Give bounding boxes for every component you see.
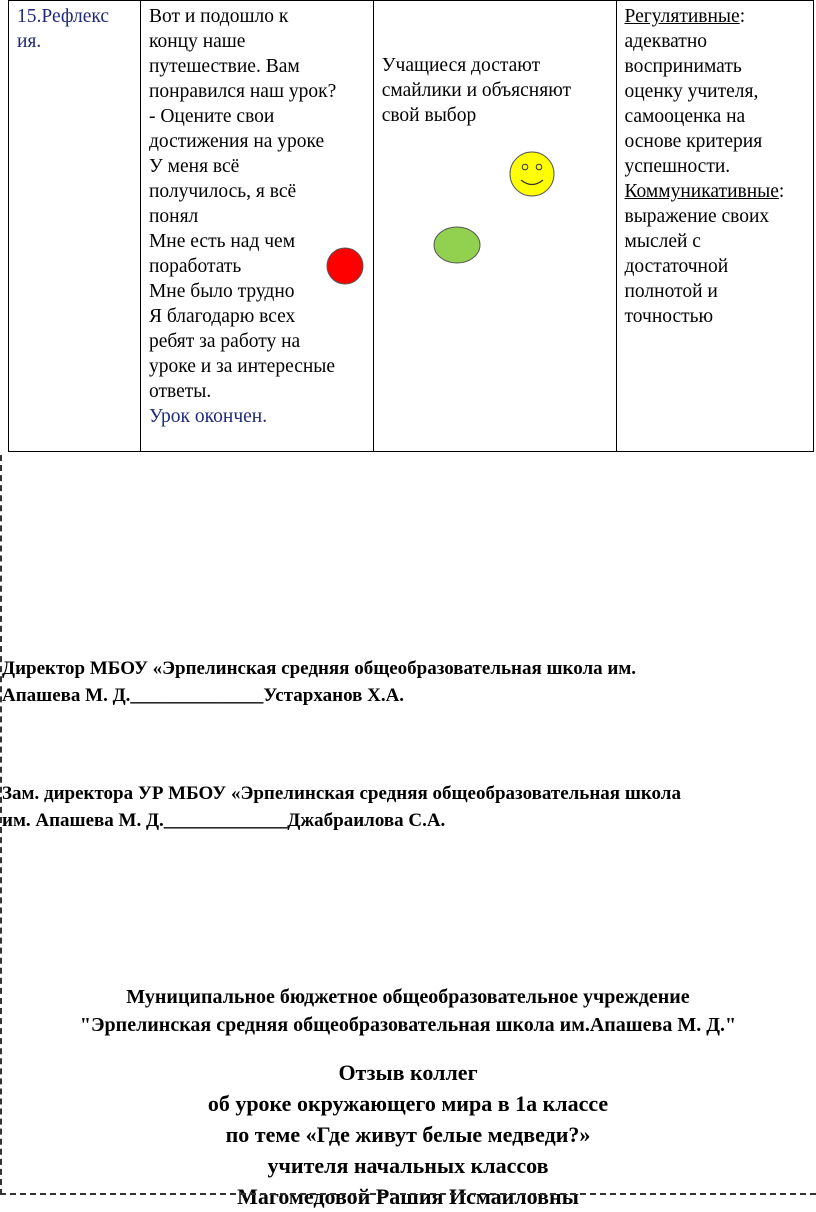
green-circle-icon <box>433 226 481 264</box>
teacher-line: - Оцените свои <box>148 106 275 127</box>
institution-name <box>0 983 816 1039</box>
review-line: учителя начальных классов <box>267 1153 549 1178</box>
lesson-end-text: Урок окончен. <box>148 406 268 427</box>
teacher-line: Мне есть над чем <box>148 231 296 252</box>
uud-line: достаточной <box>624 256 729 277</box>
page-break-bottom-border <box>0 1193 816 1195</box>
director-line: Директор МБОУ «Эрпелинская средняя общеобразовательная школа им. <box>2 658 637 679</box>
teacher-line: Вот и подошло к <box>148 6 289 27</box>
teacher-line: ответы. <box>148 381 212 402</box>
uud-line: точностью <box>624 306 714 327</box>
uud-line: выражение своих <box>624 206 770 227</box>
communicative-label: Коммуникативные <box>624 181 779 202</box>
review-title <box>0 1057 816 1212</box>
uud-line: воспринимать <box>624 56 742 77</box>
teacher-line: путешествие. Вам <box>148 56 300 77</box>
review-line: Магомедовой Рашия Исмаиловны <box>237 1184 579 1209</box>
director-signature <box>2 655 812 709</box>
deputy-signature <box>2 780 812 834</box>
review-line: об уроке окружающего мира в 1а классе <box>207 1091 609 1116</box>
teacher-line: получилось, я всё <box>148 181 297 202</box>
uud-line: оценку учителя, <box>624 81 759 102</box>
red-circle-icon <box>326 247 364 285</box>
teacher-line: концу наше <box>148 31 246 52</box>
institution-line: Муниципальное бюджетное общеобразовательное учреждение <box>126 986 690 1008</box>
teacher-line: понял <box>148 206 199 227</box>
lesson-stage-table <box>8 0 814 452</box>
uud-line: адекватно <box>624 31 708 52</box>
review-line: Отзыв коллег <box>338 1060 478 1085</box>
students-line: смайлики и объясняют <box>381 80 572 101</box>
regulatory-label: Регулятивные <box>624 6 740 27</box>
students-line: Учащиеся достают <box>381 55 541 76</box>
yellow-smiley-icon <box>509 151 555 197</box>
teacher-line: ребят за работу на <box>148 331 301 352</box>
teacher-line: Я благодарю всех <box>148 306 296 327</box>
stage-cell <box>9 1 141 452</box>
teacher-line: поработать <box>148 256 242 277</box>
teacher-line: достижения на уроке <box>148 131 325 152</box>
institution-line: "Эрпелинская средняя общеобразовательная школа им.Апашева М. Д." <box>79 1014 737 1036</box>
teacher-activity-cell <box>140 1 373 452</box>
table-row <box>9 1 814 452</box>
teacher-line: понравился наш урок? <box>148 81 337 102</box>
stage-name-part1: 15.Рефлекс <box>17 6 110 27</box>
uud-line: успешности. <box>624 156 731 177</box>
uud-cell: Регулятивные: адекватно воспринимать оценку учителя, самооценка на основе критерия успешности. Коммуникативные: выражение своих мыслей с достаточной полнотой и точностью <box>616 1 814 452</box>
students-line: свой выбор <box>381 105 477 126</box>
director-line: Апашева М. Д.______________Устарханов Х.А. <box>2 685 405 706</box>
uud-line: мыслей с <box>624 231 701 252</box>
deputy-line: Зам. директора УР МБОУ «Эрпелинская средняя общеобразовательная школа <box>2 783 681 804</box>
deputy-line: им. Апашева М. Д._____________Джабраилова С.А. <box>2 810 446 831</box>
students-activity-cell <box>373 1 616 452</box>
uud-line: самооценка на <box>624 106 746 127</box>
uud-line: основе критерия <box>624 131 763 152</box>
uud-line: полнотой и <box>624 281 718 302</box>
teacher-line: уроке и за интересные <box>148 356 336 377</box>
stage-name-part2: ия. <box>17 31 42 52</box>
review-line: по теме «Где живут белые медведи?» <box>225 1122 591 1147</box>
teacher-line: У меня всё <box>148 156 240 177</box>
teacher-line: Мне было трудно <box>148 281 295 302</box>
